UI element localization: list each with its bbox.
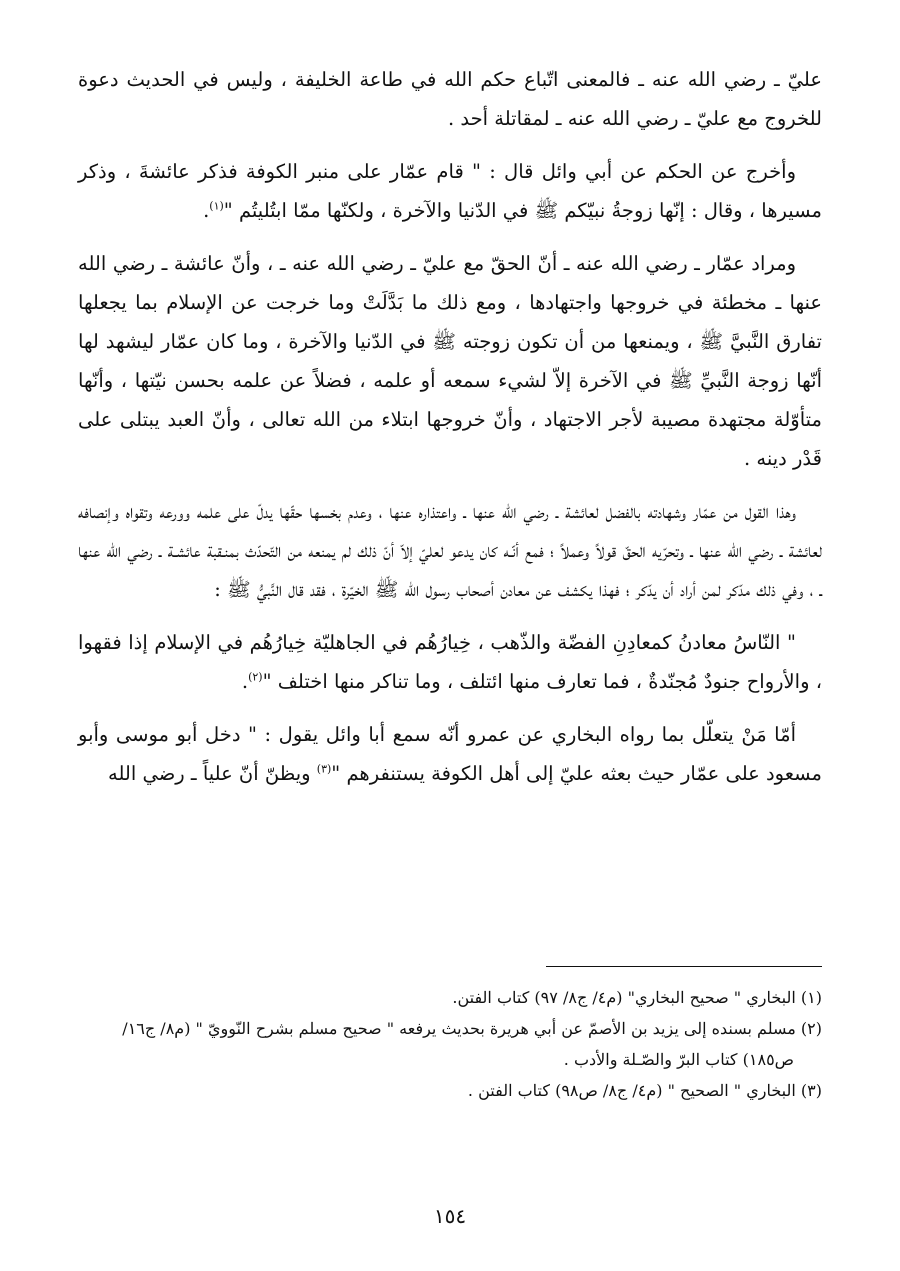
paragraph-2-end: . xyxy=(203,199,210,222)
paragraph-5-text: " النّاسُ معادنُ كمعادِنِ الفضّة والذّهب ، خِيارُهُم في الجاهليّة خِيارُهُم في الإسلام إذا فقهوا ، والأرواح جنودٌ مُجنّدةٌ ، فما تعارف منها ائتلف ، وما تناكر منها اختلف " xyxy=(78,631,822,693)
footnote-1: (١) البخاري " صحيح البخاري" (م٤/ ج٨/ ٩٧) كتاب الفتن. xyxy=(452,988,822,1007)
paragraph-6 xyxy=(78,715,822,793)
footnote-divider xyxy=(546,966,822,967)
footnote-3: (٣) البخاري " الصحيح " (م٤/ ج٨/ ص٩٨) كتاب الفتن . xyxy=(467,1081,822,1100)
body-text xyxy=(78,60,822,793)
paragraph-3 xyxy=(78,244,822,478)
paragraph-2-text: وأخرج عن الحكم عن أبي وائل قال : " قام عمّار على منبر الكوفة فذكر عائشةَ ، وذكر مسيرها ، وقال : إنّها زوجةُ نبيّكم ﷺ في الدّنيا والآخرة ، ولكنّها ممّا ابتُليتُم " xyxy=(78,160,822,222)
page-number: ١٥٤ xyxy=(433,1204,467,1228)
paragraph-4-text: وهذا القول من عمّار وشهادته بالفضل لعائشة ـ رضي الله عنها ـ واعتذاره عنها ، وعدم بخسها حقّها يدلّ على علمه وورعه وتقواه وإنصافه لعائشة ـ رضي الله عنها ـ وتحرّيه الحقّ قولاً وعملاً ؛ فمع أنّـه كان يدعو لعليّ إلاّ أنّ ذلك لم يمنعه من التّحدّث بمنـقبة عائشـة ـ رضي الله عنها ـ ، وفي ذلك مدّكر لمن أراد أن يدّكر ؛ فهذا يكشف عن معادن أصحاب رسول الله ﷺ الخيّرة ، فقد قال النَّبيُّ ﷺ : xyxy=(78,500,822,601)
paragraph-6-continuation: ويظنّ أنّ علياً ـ رضي الله xyxy=(108,762,311,785)
paragraph-4 xyxy=(78,492,822,609)
paragraph-5-end: . xyxy=(241,670,249,693)
paragraph-5 xyxy=(78,623,822,701)
paragraph-2 xyxy=(78,152,822,230)
paragraph-1-text: عليّ ـ رضي الله عنه ـ فالمعنى اتّباع حكم الله في طاعة الخليفة ، وليس في الحديث دعوة للخروج مع عليّ ـ رضي الله عنه ـ لمقاتلة أحد . xyxy=(78,68,822,130)
footnote-ref-2[interactable]: (٢) xyxy=(248,670,263,684)
footnote-ref-3[interactable]: (٣) xyxy=(316,762,332,776)
footnote-ref-1[interactable]: (١) xyxy=(209,199,224,213)
paragraph-1 xyxy=(78,60,822,138)
page xyxy=(78,60,822,1240)
paragraph-6-text: أمّا مَنْ يتعلّل بما رواه البخاري عن عمرو أنّه سمع أبا وائل يقول : " دخل أبو موسى وأبو مسعود على عمّار حيث بعثه عليّ إلى أهل الكوفة يستنفرهم " xyxy=(78,723,822,785)
paragraph-3-text: ومراد عمّار ـ رضي الله عنه ـ أنّ الحقّ مع عليّ ـ رضي الله عنه ـ ، وأنّ عائشة ـ رضي الله عنها ـ مخطئة في خروجها واجتهادها ، ومع ذلك ما بَدَّلَتْ وما خرجت عن الإسلام بما يجعلها تفارق النَّبيَّ ﷺ ، ويمنعها من أن تكون زوجته ﷺ في الدّنيا والآخرة ، وما كان عمّار ليشهد لها أنّها زوجة النَّبيِّ ﷺ في الآخرة إلاّ لشيء سمعه أو علمه ، فضلاً عن علمه بحسن نيّتها ، وأنّها متأوّلة مجتهدة مصيبة لأجر الاجتهاد ، وأنّ خروجها ابتلاء من الله تعالى ، وأنّ العبد يبتلى على قَدْر دينه . xyxy=(78,252,822,470)
footnote-2: (٢) مسلم بسنده إلى يزيد بن الأصمّ عن أبي هريرة بحديث يرفعه " صحيح مسلم بشرح النّوويّ " (م٨/ ج١٦/ ص١٨٥) كتاب البرّ والصّـلة والأدب . xyxy=(122,1019,822,1069)
footnotes-list xyxy=(78,982,822,1106)
